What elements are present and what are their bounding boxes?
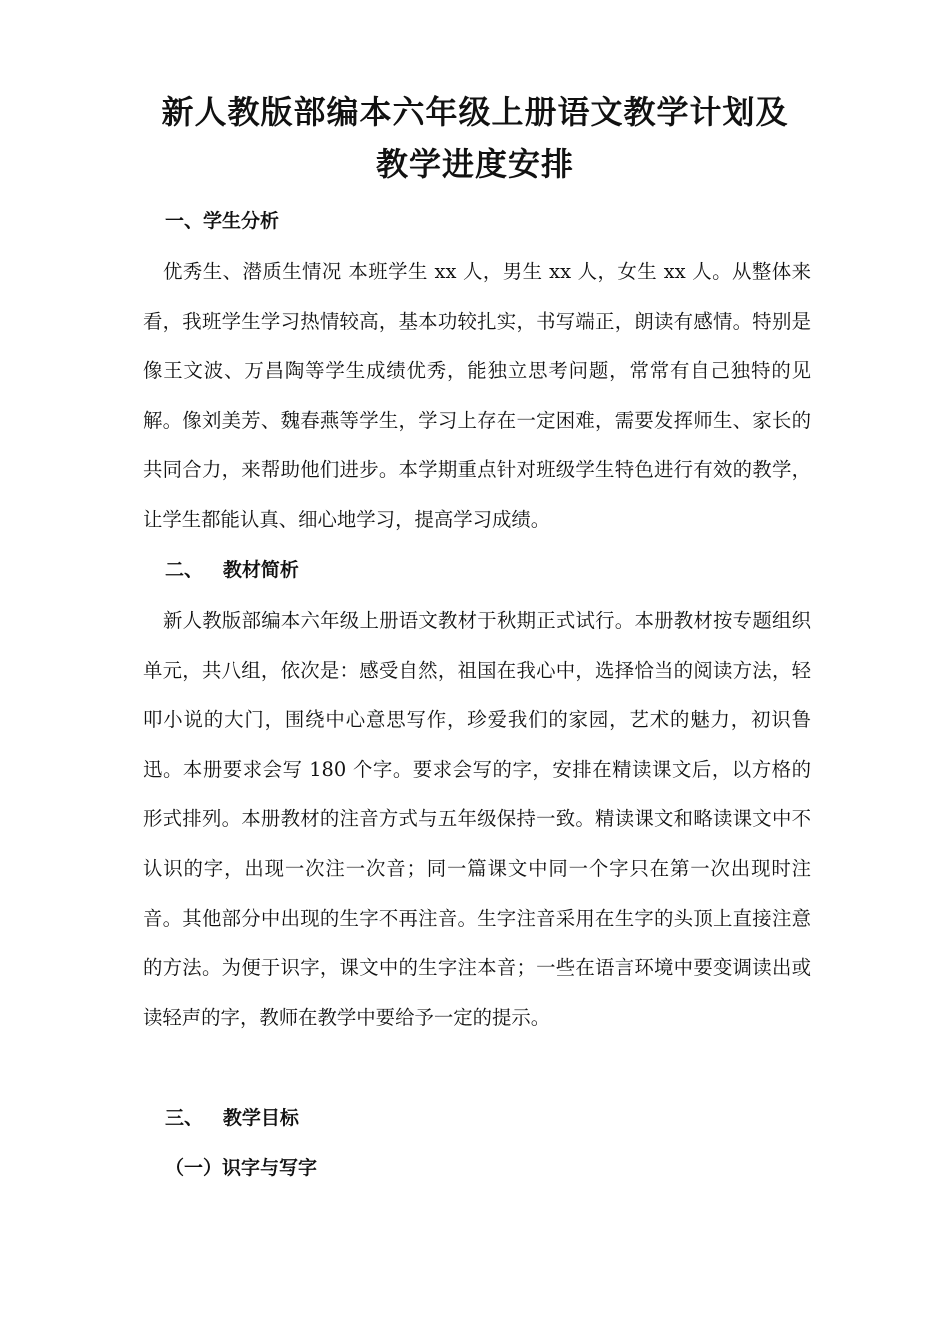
- section-paragraph-textbook-analysis: 新人教版部编本六年级上册语文教材于秋期正式试行。本册教材按专题组织单元，共八组，依次是：感受自然，祖国在我心中，选择恰当的阅读方法，轻叩小说的大门，围绕中心意思写作，珍爱我们的家园，艺术的魅力，初识鲁迅。本册要求会写 180 个字。要求会写的字，安排在精读课文后，以方格的形式排列。本册教材的注音方式与五年级保持一致。精读课文和略读课文中不认识的字，出现一次注一次音；同一篇课文中同一个字只在第一次出现时注音。其他部分中出现的生字不再注音。生字注音采用在生字的头顶上直接注意的方法。为便于识字，课文中的生字注本音；一些在语言环境中要变调读出或读轻声的字，教师在教学中要给予一定的提示。: [143, 609, 811, 1029]
- document-title-line2: 教学进度安排: [375, 145, 574, 183]
- section-heading-textbook-analysis: 二、 教材简析: [165, 559, 299, 581]
- sub-heading-literacy-writing: （一）识字与写字: [165, 1157, 318, 1179]
- section-paragraph-student-analysis: 优秀生、潜质生情况 本班学生 xx 人，男生 xx 人，女生 xx 人。从整体来看，我班学生学习热情较高，基本功较扎实，书写端正，朗读有感情。特别是像王文波、万昌陶等学生成绩优秀，能独立思考问题，常常有自己独特的见解。像刘美芳、魏春燕等学生，学习上存在一定困难，需要发挥师生、家长的共同合力，来帮助他们进步。本学期重点针对班级学生特色进行有效的教学，让学生都能认真、细心地学习，提高学习成绩。: [143, 260, 811, 531]
- section-heading-teaching-goals: 三、 教学目标: [165, 1107, 299, 1129]
- document-title-line1: 新人教版部编本六年级上册语文教学计划及: [161, 93, 789, 131]
- section-heading-student-analysis: 一、学生分析: [165, 210, 280, 232]
